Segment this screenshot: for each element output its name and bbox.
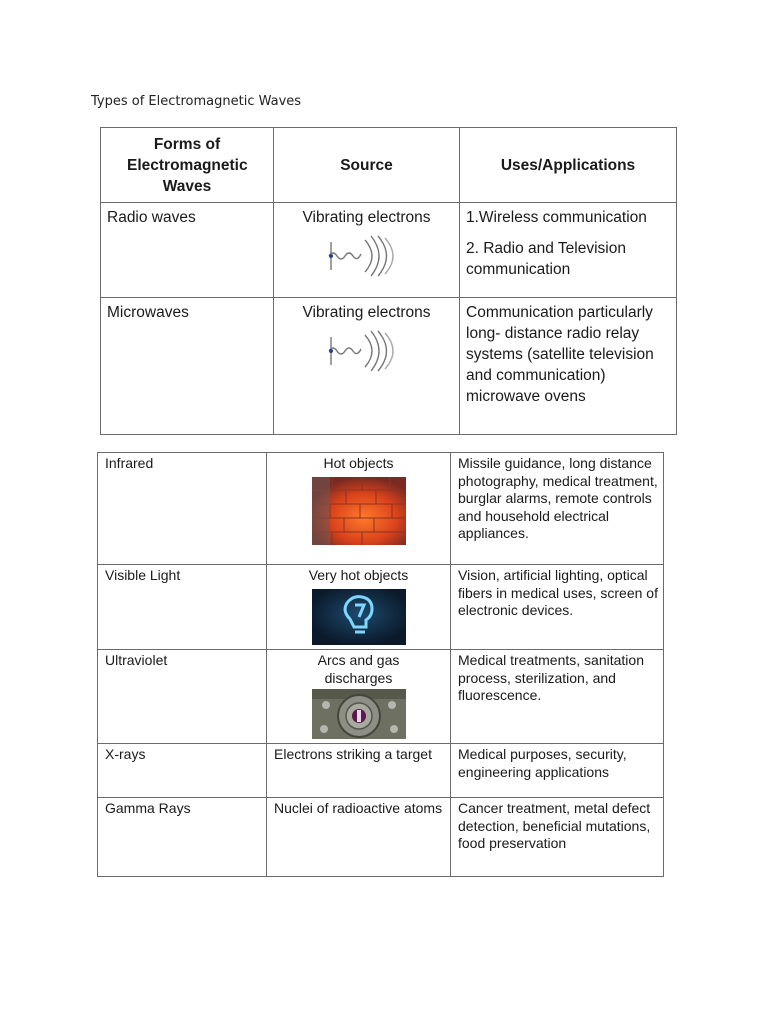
uses-cell: Cancer treatment, metal defect detection, beneficial mutations, food preservation xyxy=(451,798,664,877)
form-cell: Infrared xyxy=(98,453,267,565)
source-text: Vibrating electrons xyxy=(302,209,431,226)
em-waves-table-2 xyxy=(97,452,664,877)
source-cell xyxy=(267,650,451,744)
table-header-row xyxy=(101,128,677,203)
source-cell xyxy=(267,565,451,650)
table-row xyxy=(98,453,664,565)
header-uses: Uses/Applications xyxy=(460,128,677,203)
table-row xyxy=(98,744,664,798)
source-cell xyxy=(267,453,451,565)
source-text: Vibrating electrons xyxy=(302,304,431,321)
table-row xyxy=(98,650,664,744)
table-row xyxy=(101,203,677,298)
uses-cell: Medical treatments, sanitation process, sterilization, and fluorescence. xyxy=(451,650,664,744)
form-cell: Microwaves xyxy=(101,298,274,435)
hot-bricks-image xyxy=(312,477,406,545)
vibrating-electron-wave-icon xyxy=(325,232,409,280)
use-item: 1.Wireless communication xyxy=(466,209,647,226)
form-cell: Visible Light xyxy=(98,565,267,650)
uses-cell: Communication particularly long- distance radio relay systems (satellite television and communication) microwave ovens xyxy=(460,298,677,435)
vibrating-electron-wave-icon xyxy=(325,327,409,375)
light-bulb-image xyxy=(312,589,406,645)
uses-cell: Missile guidance, long distance photography, medical treatment, burglar alarms, remote controls and household electrical appliances. xyxy=(451,453,664,565)
table-row xyxy=(98,798,664,877)
uses-cell xyxy=(460,203,677,298)
form-cell: Radio waves xyxy=(101,203,274,298)
source-cell xyxy=(274,203,460,298)
em-waves-table-1 xyxy=(100,127,677,435)
form-cell: Ultraviolet xyxy=(98,650,267,744)
header-forms: Forms of Electromagnetic Waves xyxy=(101,128,274,203)
table-row xyxy=(101,298,677,435)
table-row xyxy=(98,565,664,650)
form-cell: Gamma Rays xyxy=(98,798,267,877)
page-title: Types of Electromagnetic Waves xyxy=(91,94,302,109)
uses-cell: Medical purposes, security, engineering applications xyxy=(451,744,664,798)
form-cell: X-rays xyxy=(98,744,267,798)
uses-cell: Vision, artificial lighting, optical fibers in medical uses, screen of electronic devices. xyxy=(451,565,664,650)
source-cell: Nuclei of radioactive atoms xyxy=(267,798,451,877)
source-text: Hot objects xyxy=(323,455,394,471)
source-cell: Electrons striking a target xyxy=(267,744,451,798)
source-text: Very hot objects xyxy=(308,567,409,583)
header-source: Source xyxy=(274,128,460,203)
source-cell xyxy=(274,298,460,435)
use-item: 2. Radio and Television communication xyxy=(466,240,626,278)
source-text: Arcs and gas discharges xyxy=(317,652,400,686)
gas-discharge-chamber-image xyxy=(312,689,406,739)
